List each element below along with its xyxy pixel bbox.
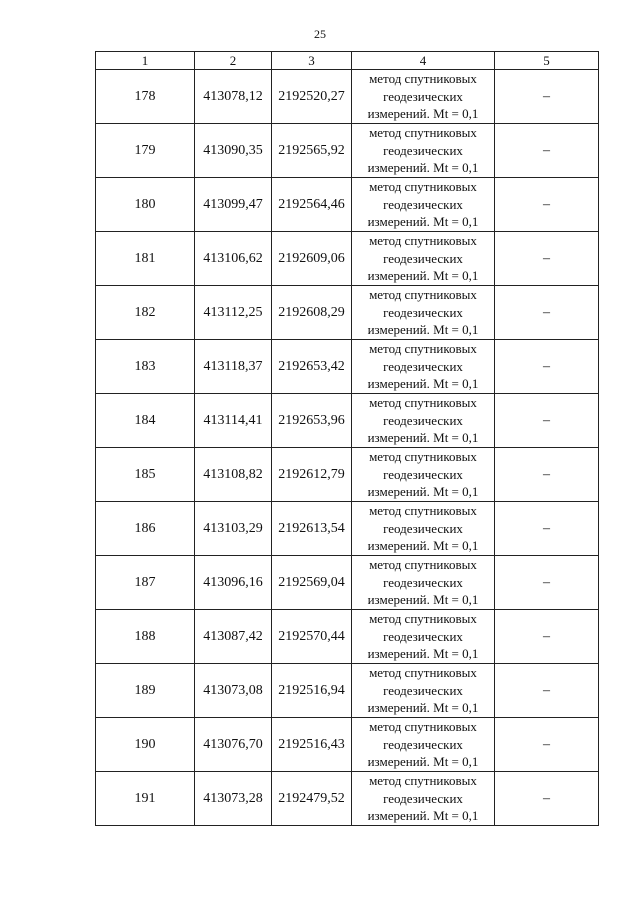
point-number-cell: 186 [96,502,195,556]
table-row [96,70,599,124]
x-coordinate-cell: 413078,12 [195,70,272,124]
note-cell: – [495,718,599,772]
method-cell: метод спутниковых геодезических измерений. Mt = 0,1 [352,664,495,718]
method-cell: метод спутниковых геодезических измерений. Mt = 0,1 [352,448,495,502]
method-cell: метод спутниковых геодезических измерений. Mt = 0,1 [352,232,495,286]
table-row [96,664,599,718]
y-coordinate-cell: 2192565,92 [272,124,352,178]
note-cell: – [495,502,599,556]
method-cell: метод спутниковых геодезических измерений. Mt = 0,1 [352,502,495,556]
method-cell: метод спутниковых геодезических измерений. Mt = 0,1 [352,556,495,610]
point-number-cell: 183 [96,340,195,394]
note-cell: – [495,394,599,448]
header-col-2: 2 [195,52,272,70]
y-coordinate-cell: 2192516,43 [272,718,352,772]
x-coordinate-cell: 413090,35 [195,124,272,178]
point-number-cell: 187 [96,556,195,610]
note-cell: – [495,664,599,718]
note-cell: – [495,286,599,340]
table-row [96,232,599,286]
header-col-4: 4 [352,52,495,70]
point-number-cell: 181 [96,232,195,286]
table-header-row [96,52,599,70]
y-coordinate-cell: 2192653,42 [272,340,352,394]
x-coordinate-cell: 413118,37 [195,340,272,394]
y-coordinate-cell: 2192608,29 [272,286,352,340]
method-cell: метод спутниковых геодезических измерений. Mt = 0,1 [352,124,495,178]
x-coordinate-cell: 413099,47 [195,178,272,232]
y-coordinate-cell: 2192653,96 [272,394,352,448]
note-cell: – [495,340,599,394]
point-number-cell: 189 [96,664,195,718]
x-coordinate-cell: 413096,16 [195,556,272,610]
note-cell: – [495,178,599,232]
table-row [96,718,599,772]
y-coordinate-cell: 2192564,46 [272,178,352,232]
x-coordinate-cell: 413076,70 [195,718,272,772]
point-number-cell: 184 [96,394,195,448]
y-coordinate-cell: 2192569,04 [272,556,352,610]
note-cell: – [495,70,599,124]
point-number-cell: 182 [96,286,195,340]
x-coordinate-cell: 413087,42 [195,610,272,664]
table-row [96,340,599,394]
y-coordinate-cell: 2192516,94 [272,664,352,718]
coordinates-table [95,51,599,826]
y-coordinate-cell: 2192612,79 [272,448,352,502]
table-row [96,556,599,610]
method-cell: метод спутниковых геодезических измерений. Mt = 0,1 [352,340,495,394]
header-col-1: 1 [96,52,195,70]
x-coordinate-cell: 413073,28 [195,772,272,826]
method-cell: метод спутниковых геодезических измерений. Mt = 0,1 [352,610,495,664]
table-row [96,502,599,556]
x-coordinate-cell: 413108,82 [195,448,272,502]
point-number-cell: 185 [96,448,195,502]
point-number-cell: 190 [96,718,195,772]
point-number-cell: 188 [96,610,195,664]
point-number-cell: 178 [96,70,195,124]
method-cell: метод спутниковых геодезических измерений. Mt = 0,1 [352,286,495,340]
method-cell: метод спутниковых геодезических измерений. Mt = 0,1 [352,718,495,772]
table-row [96,124,599,178]
method-cell: метод спутниковых геодезических измерений. Mt = 0,1 [352,70,495,124]
x-coordinate-cell: 413114,41 [195,394,272,448]
note-cell: – [495,124,599,178]
point-number-cell: 191 [96,772,195,826]
x-coordinate-cell: 413103,29 [195,502,272,556]
header-col-3: 3 [272,52,352,70]
x-coordinate-cell: 413112,25 [195,286,272,340]
table-row [96,178,599,232]
note-cell: – [495,610,599,664]
method-cell: метод спутниковых геодезических измерений. Mt = 0,1 [352,178,495,232]
x-coordinate-cell: 413106,62 [195,232,272,286]
y-coordinate-cell: 2192570,44 [272,610,352,664]
x-coordinate-cell: 413073,08 [195,664,272,718]
table-row [96,394,599,448]
table-row [96,772,599,826]
header-col-5: 5 [495,52,599,70]
table-row [96,610,599,664]
point-number-cell: 179 [96,124,195,178]
page-number: 25 [314,27,326,41]
y-coordinate-cell: 2192479,52 [272,772,352,826]
point-number-cell: 180 [96,178,195,232]
note-cell: – [495,448,599,502]
table-row [96,286,599,340]
y-coordinate-cell: 2192613,54 [272,502,352,556]
y-coordinate-cell: 2192609,06 [272,232,352,286]
method-cell: метод спутниковых геодезических измерений. Mt = 0,1 [352,394,495,448]
table-row [96,448,599,502]
note-cell: – [495,772,599,826]
table-body [96,70,599,826]
y-coordinate-cell: 2192520,27 [272,70,352,124]
note-cell: – [495,232,599,286]
note-cell: – [495,556,599,610]
method-cell: метод спутниковых геодезических измерений. Mt = 0,1 [352,772,495,826]
